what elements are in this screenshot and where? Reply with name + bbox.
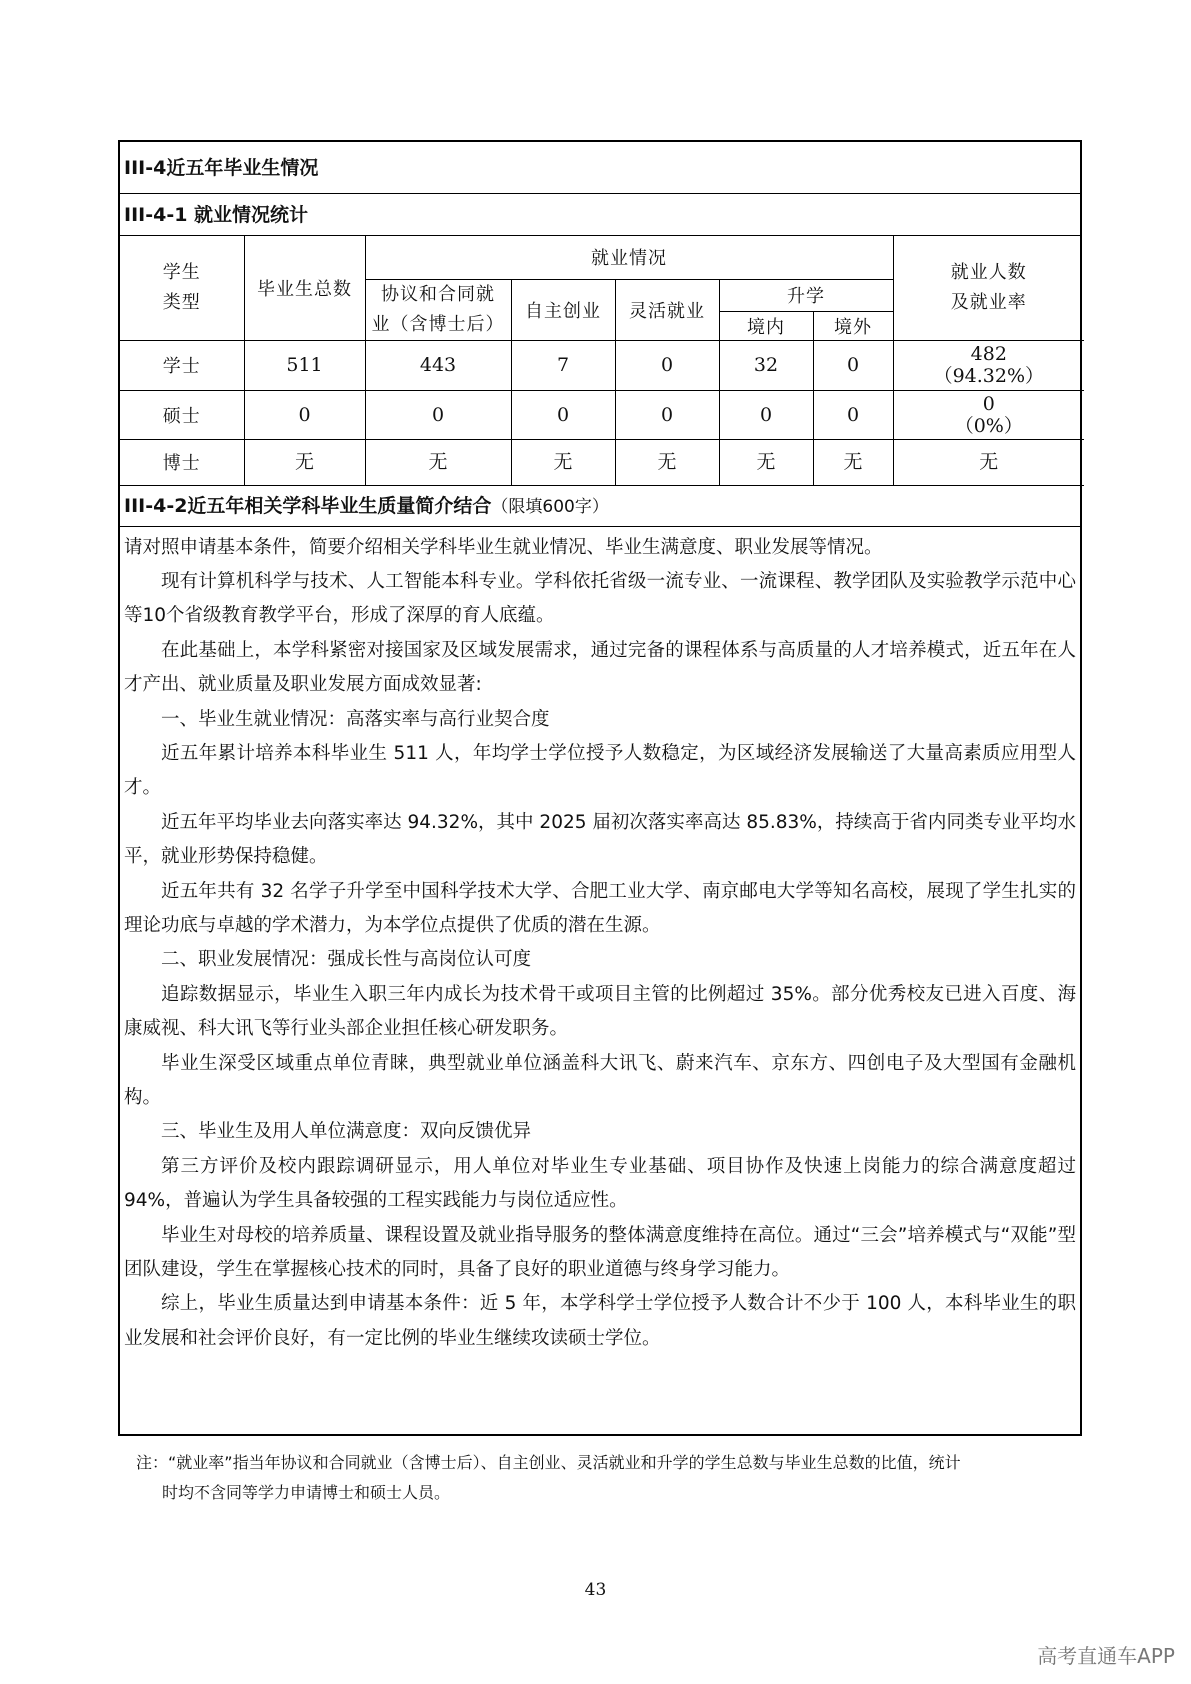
cell-flexible: 0 [615, 340, 719, 390]
cell-self-employed: 无 [511, 439, 615, 485]
cell-contract: 0 [365, 390, 511, 439]
cell-overseas: 0 [813, 390, 893, 439]
page-number: 43 [584, 1580, 607, 1600]
cell-self-employed: 0 [511, 390, 615, 439]
quality-title-text: III-4-2近五年相关学科毕业生质量简介结合 [124, 494, 492, 517]
watermark: 高考直通车APP [1037, 1644, 1175, 1668]
cell-flexible: 无 [615, 439, 719, 485]
table-row [120, 340, 1084, 390]
cell-overseas: 0 [813, 340, 893, 390]
footnote-line-1: 注：“就业率”指当年协议和合同就业（含博士后）、自主创业、灵活就业和升学的学生总数与毕业生总数的比值，统计 [136, 1453, 961, 1472]
employment-stats-title: III-4-1 就业情况统计 [120, 194, 1080, 236]
paragraph: 现有计算机科学与技术、人工智能本科专业。学科依托省级一流专业、一流课程、教学团队及实验教学示范中心等10个省级教育教学平台，形成了深厚的育人底蕴。 [124, 570, 1076, 627]
cell-flexible: 0 [615, 390, 719, 439]
graduate-section-frame [118, 140, 1082, 1436]
cell-total: 无 [244, 439, 365, 485]
cell-contract: 443 [365, 340, 511, 390]
paragraph: 二、职业发展情况：强成长性与高岗位认可度 [161, 949, 532, 971]
cell-rate: 无 [893, 439, 1084, 485]
header-contract: 协议和合同就 业（含博士后） [365, 279, 511, 340]
paragraph: 近五年平均毕业去向落实率达 94.32%，其中 2025 届初次落实率高达 85.83%，持续高于省内同类专业平均水平，就业形势保持稳健。 [124, 811, 1076, 868]
cell-total: 0 [244, 390, 365, 439]
paragraph: 近五年共有 32 名学子升学至中国科学技术大学、合肥工业大学、南京邮电大学等知名高校，展现了学生扎实的理论功底与卓越的学术潜力，为本学位点提供了优质的潜在生源。 [124, 880, 1076, 936]
cell-type: 博士 [120, 439, 244, 485]
header-employment: 就业情况 [365, 236, 893, 279]
cell-domestic: 32 [719, 340, 813, 390]
header-further-study: 升学 [719, 279, 893, 311]
table-row [120, 390, 1084, 439]
header-flexible: 灵活就业 [615, 279, 719, 340]
quality-title-note: （限填600字） [491, 496, 609, 517]
cell-domestic: 0 [719, 390, 813, 439]
paragraph: 三、毕业生及用人单位满意度：双向反馈优异 [161, 1121, 532, 1143]
paragraph: 在此基础上，本学科紧密对接国家及区域发展需求，通过完备的课程体系与高质量的人才培养模式，近五年在人才产出、就业质量及职业发展方面成效显著: [124, 639, 1076, 696]
employment-stats-table [120, 236, 1084, 486]
paragraph: 追踪数据显示，毕业生入职三年内成长为技术骨干或项目主管的比例超过 35%。部分优秀校友已进入百度、海康威视、科大讯飞等行业头部企业担任核心研发职务。 [124, 983, 1076, 1040]
section-title: III-4近五年毕业生情况 [120, 142, 1080, 194]
cell-domestic: 无 [719, 439, 813, 485]
header-total-graduates: 毕业生总数 [244, 236, 365, 340]
table-row [120, 439, 1084, 485]
header-self-employed: 自主创业 [511, 279, 615, 340]
quality-title [120, 486, 1080, 527]
paragraph: 请对照申请基本条件，简要介绍相关学科毕业生就业情况、毕业生满意度、职业发展等情况。 [124, 536, 883, 558]
cell-rate: 0 （0%） [893, 390, 1084, 439]
header-employment-rate: 就业人数 及就业率 [893, 236, 1084, 340]
cell-overseas: 无 [813, 439, 893, 485]
paragraph: 综上，毕业生质量达到申请基本条件：近 5 年，本学科学士学位授予人数合计不少于 100 人，本科毕业生的职业发展和社会评价良好，有一定比例的毕业生继续攻读硕士学位。 [124, 1293, 1076, 1349]
paragraph: 毕业生深受区域重点单位青睐，典型就业单位涵盖科大讯飞、蔚来汽车、京东方、四创电子及大型国有金融机构。 [124, 1052, 1076, 1108]
header-domestic: 境内 [719, 311, 813, 340]
cell-total: 511 [244, 340, 365, 390]
cell-type: 学士 [120, 340, 244, 390]
paragraph: 近五年累计培养本科毕业生 511 人，年均学士学位授予人数稳定，为区域经济发展输送了大量高素质应用型人才。 [124, 742, 1076, 799]
paragraph: 第三方评价及校内跟踪调研显示，用人单位对毕业生专业基础、项目协作及快速上岗能力的综合满意度超过94%，普遍认为学生具备较强的工程实践能力与岗位适应性。 [124, 1155, 1076, 1212]
cell-rate: 482 （94.32%） [893, 340, 1084, 390]
cell-type: 硕士 [120, 390, 244, 439]
footnote [136, 1448, 1076, 1508]
paragraph: 一、毕业生就业情况：高落实率与高行业契合度 [161, 708, 550, 730]
quality-body [120, 527, 1080, 1357]
header-student-type: 学生 类型 [120, 236, 244, 340]
cell-contract: 无 [365, 439, 511, 485]
paragraph: 毕业生对母校的培养质量、课程设置及就业指导服务的整体满意度维持在高位。通过“三会”培养模式与“双能”型团队建设，学生在掌握核心技术的同时，具备了良好的职业道德与终身学习能力。 [124, 1224, 1076, 1281]
cell-self-employed: 7 [511, 340, 615, 390]
header-overseas: 境外 [813, 311, 893, 340]
footnote-line-2: 时均不含同等学力申请博士和硕士人员。 [162, 1483, 451, 1502]
